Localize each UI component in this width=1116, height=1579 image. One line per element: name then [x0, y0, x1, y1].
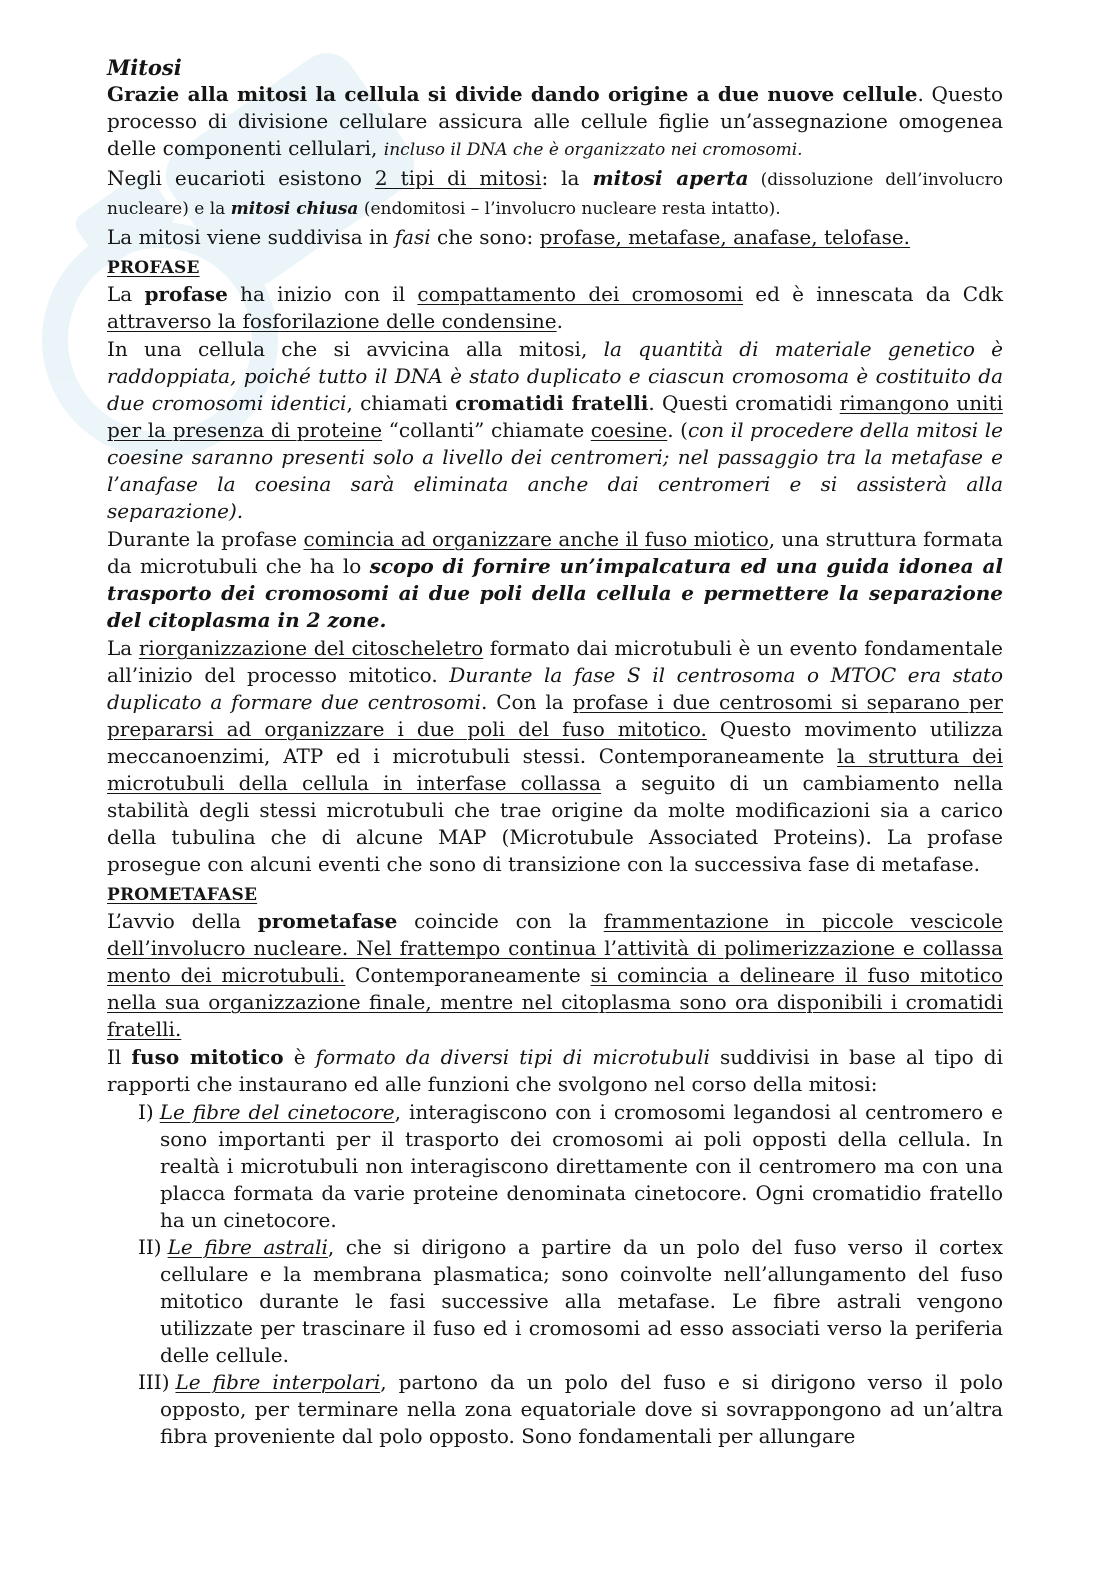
- prometafase-paragraph-1: [107, 908, 1003, 1043]
- small-note: (dissoluzione dell’involucro nucleare) e la: [107, 170, 1004, 219]
- text-run: In una cellula che si avvicina alla mitosi,: [107, 337, 604, 361]
- list-numeral: I): [138, 1100, 154, 1124]
- section-heading-profase: PROFASE: [107, 258, 200, 278]
- bold-phrase: fuso mitotico: [131, 1045, 284, 1069]
- underlined-phrase: attraverso la fosforilazione delle condensine: [107, 309, 557, 333]
- section-heading-prometafase: PROMETAFASE: [107, 885, 258, 905]
- text-run: ha inizio con il: [227, 282, 418, 306]
- profase-paragraph-4: [107, 635, 1003, 878]
- text-run: ed è innescata da Cdk: [743, 282, 1003, 306]
- text-run: La mitosi viene suddivisa in: [107, 225, 395, 249]
- bold-italic-phrase: mitosi aperta: [592, 166, 749, 190]
- underlined-phrase: frammentazione in piccole vescicole dell’involucro nucleare. Nel frattempo continua l’attività di polimerizzazione e collassa mento dei microtubuli.: [107, 909, 1003, 987]
- text-run: suddivisi in base al tipo di rapporti che instaurano ed alle funzioni che svolgono nel corso della mitosi:: [107, 1045, 1004, 1096]
- text-run: Contemporaneamente: [345, 963, 591, 987]
- bold-italic-phrase: mitosi chiusa: [230, 199, 359, 219]
- bold-phrase: profase: [144, 282, 228, 306]
- list-item-kinetochore-fibers: [107, 1099, 1003, 1234]
- intro-paragraph-3: [107, 224, 1003, 251]
- italic-phrase: Durante la fase S il centrosoma o MTOC era stato duplicato a formare due centrosomi: [107, 663, 1003, 714]
- profase-paragraph-1: [107, 281, 1003, 335]
- list-numeral: III): [138, 1370, 170, 1394]
- list-numeral: II): [138, 1235, 162, 1259]
- text-run: Negli eucarioti esistono: [107, 166, 375, 190]
- italic-phrase: formato da diversi tipi di microtubuli: [315, 1045, 710, 1069]
- text-run: , una struttura formata da microtubuli che ha lo: [107, 527, 1003, 578]
- bold-phrase: Grazie alla mitosi la cellula si divide dando origine a due nuove cellule: [107, 82, 918, 106]
- italic-phrase: con il procedere della mitosi le coesine saranno presenti solo a livello dei centromeri; nel passaggio tra la metafase e l’anafase la coesina sarà eliminata anche dai centromeri e si assisterà alla separazione).: [107, 418, 1003, 523]
- page-title: Mitosi: [107, 55, 182, 80]
- italic-phrase: la quantità di materiale genetico è raddoppiata, poiché tutto il DNA è stato duplicato e ciascun cromosoma è costituito da due cromosomi identici: [107, 337, 1003, 415]
- text-run: . (: [667, 418, 688, 442]
- prometafase-paragraph-2: [107, 1044, 1003, 1098]
- fiber-name: Le fibre del cinetocore: [159, 1100, 395, 1124]
- intro-paragraph-2: [107, 165, 1003, 223]
- bold-phrase: prometafase: [257, 909, 398, 933]
- text-run: , chiamati: [346, 391, 456, 415]
- underlined-phrase: rimangono uniti per la presenza di proteine: [107, 391, 1003, 442]
- small-note: (endomitosi – l’involucro nucleare resta intatto).: [358, 199, 781, 219]
- text-run: Il: [107, 1045, 132, 1069]
- text-run: a seguito di un cambiamento nella stabilità degli stessi microtubuli che trae origine da molte modificazioni sia a carico della tubulina che di alcune MAP (Microtubule Associated Proteins). La profase prosegue con alcuni eventi che sono di transizione con la successiva fase di metafase.: [107, 771, 1003, 876]
- underlined-phrase: profase, metafase, anafase, telofase.: [539, 225, 911, 249]
- italic-phrase: fasi: [394, 225, 431, 249]
- text-run: L’avvio della: [107, 909, 258, 933]
- text-run: . Questo processo di divisione cellulare assicura alle cellule figlie un’assegnazione omogenea delle componenti cellulari,: [107, 82, 1004, 160]
- text-run: . Con la: [481, 690, 573, 714]
- list-item-interpolar-fibers: [107, 1369, 1003, 1450]
- underlined-phrase: comincia ad organizzare anche il fuso miotico: [303, 527, 769, 551]
- text-run: Durante la profase: [107, 527, 304, 551]
- text-run: : la: [541, 166, 593, 190]
- underlined-phrase: riorganizzazione del citoscheletro: [138, 636, 484, 660]
- text-run: formato dai microtubuli è un evento fondamentale all’inizio del processo mitotico.: [107, 636, 1004, 687]
- underlined-phrase: coesine: [590, 418, 668, 442]
- fiber-name: Le fibre interpolari: [175, 1370, 381, 1394]
- underlined-phrase: profase i due centrosomi si separano per prepararsi ad organizzare i due poli del fuso mitotico.: [107, 690, 1003, 741]
- text-run: è: [283, 1045, 316, 1069]
- text-run: La: [107, 282, 145, 306]
- underlined-phrase: si comincia a delineare il fuso mitotico nella sua organizzazione finale, mentre nel citoplasma sono ora disponibili i cromatidi fratelli.: [107, 963, 1003, 1041]
- text-run: , che si dirigono a partire da un polo del fuso verso il cortex cellulare e la membrana plasmatica; sono coinvolte nell’allungamento del fuso mitotico durante le fasi successive alla metafase. Le fibre astrali vengono utilizzate per trascinare il fuso ed i cromosomi ad esso associati verso la periferia delle cellule.: [160, 1235, 1004, 1367]
- text-run: che sono:: [430, 225, 540, 249]
- text-run: , interagiscono con i cromosomi legandosi al centromero e sono importanti per il trasporto dei cromosomi ai poli opposti della cellula. In realtà i microtubuli non interagiscono direttamente con il centromero ma con una placca formata da varie proteine denominata cinetocore. Ogni cromatidio fratello ha un cinetocore.: [160, 1100, 1003, 1232]
- text-run: Questo movimento utilizza meccanoenzimi, ATP ed i microtubuli stessi. Contemporaneamente: [107, 717, 1003, 768]
- text-run: . Questi cromatidi: [648, 391, 840, 415]
- text-run: .: [556, 309, 563, 333]
- underlined-phrase: compattamento dei cromosomi: [417, 282, 744, 306]
- list-item-astral-fibers: [107, 1234, 1003, 1369]
- text-run: , partono da un polo del fuso e si dirigono verso il polo opposto, per terminare nella zona equatoriale dove si sovrappongono ad un’altra fibra proveniente dal polo opposto. Sono fondamentali per allungare: [160, 1370, 1003, 1448]
- text-run: La: [107, 636, 139, 660]
- bold-phrase: cromatidi fratelli: [455, 391, 649, 415]
- text-run: coincide con la: [397, 909, 604, 933]
- fiber-name: Le fibre astrali: [167, 1235, 328, 1259]
- intro-paragraph-1: [107, 81, 1003, 164]
- bold-italic-phrase: scopo di fornire un’impalcatura ed una guida idonea al trasporto dei cromosomi ai due poli della cellula e permettere la separazione del citoplasma in 2 zone.: [107, 554, 1004, 632]
- fiber-types-list: [107, 1099, 1003, 1450]
- italic-phrase: incluso il DNA che è organizzato nei cromosomi.: [383, 140, 803, 160]
- document-body: [107, 54, 1003, 1450]
- underlined-phrase: la struttura dei microtubuli della cellula in interfase collassa: [107, 744, 1003, 795]
- profase-paragraph-2: [107, 336, 1003, 525]
- profase-paragraph-3: [107, 526, 1003, 634]
- underlined-phrase: 2 tipi di mitosi: [374, 166, 542, 190]
- text-run: “collanti” chiamate: [382, 418, 591, 442]
